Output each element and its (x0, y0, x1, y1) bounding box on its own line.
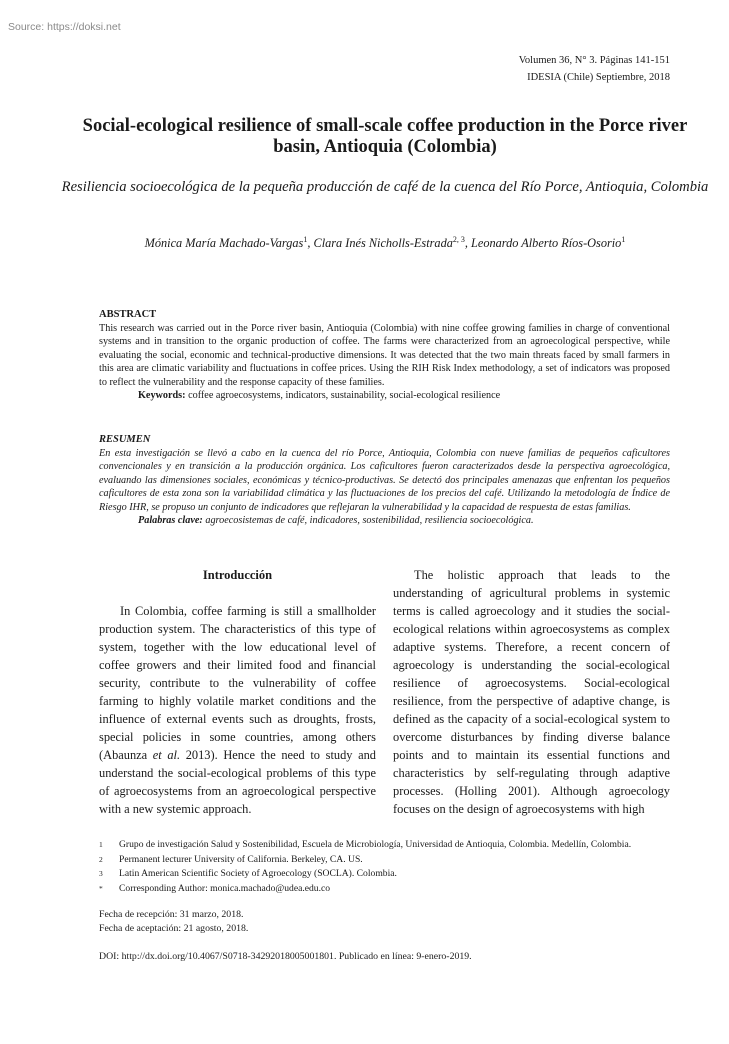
footnote-text: Grupo de investigación Salud y Sostenibilidad, Escuela de Microbiología, Universidad de Antioquia, Colombia. Medellín, Colombia. (119, 839, 632, 850)
author-name: Mónica María Machado-Vargas (144, 236, 304, 251)
footnote-text: Latin American Scientific Society of Agroecology (SOCLA). Colombia. (119, 868, 397, 879)
footnote-text: Permanent lecturer University of California. Berkeley, CA. US. (119, 853, 363, 865)
intro-paragraph-1 (99, 602, 376, 818)
footnote-mark: 2 (99, 854, 103, 864)
author-affiliation: 1 (621, 235, 626, 244)
intro-text: 2013). Hence the need to study and understand the social-ecological problems of this type of agroecosystems from an agroecological perspective with a new systemic approach. (99, 748, 376, 816)
author-separator: , (464, 236, 472, 251)
paper-subtitle: Resiliencia socioecológica de la pequeña producción de café de la cuenca del Río Porce, Antioquia, Colombia (61, 179, 709, 195)
author-name: Clara Inés Nicholls-Estrada (313, 236, 453, 251)
keywords-label: Keywords: (138, 390, 186, 401)
resumen-text: En esta investigación se llevó a cabo en la cuenca del río Porce, Antioquia, Colombia con nueve familias de pequeños caficultores convencionales y en transición a la producción orgánica. Los caficultores fueron caracterizados desde la perspectiva agroecológica, evaluando las dimensiones sociales, económicas y técnico-productivas. Se detectó dos principales amenazas que enfrentan los pequeños caficultores de esta zona son la variabilidad climática y las fluctuaciones de los precios del café. Utilizando la metodología de Índice de Riesgo IHR, se propuso un conjunto de indicadores que reflejaran la vulnerabilidad y la capacidad de respuesta de estas familias. (99, 447, 670, 513)
abstract-heading: ABSTRACT (99, 309, 157, 320)
abstract-section (99, 308, 670, 403)
date-accepted: Fecha de aceptación: 21 agosto, 2018. (99, 923, 249, 934)
author-affiliation: 2, 3 (452, 235, 465, 244)
palabras-clave-text: agroecosistemas de café, indicadores, sostenibilidad, resiliencia socioecológica. (205, 515, 534, 526)
column-left (99, 566, 376, 818)
abstract-keywords (99, 389, 670, 403)
author-list (60, 235, 710, 251)
date-received: Fecha de recepción: 31 marzo, 2018. (99, 909, 244, 920)
footnote-text: Corresponding Author: monica.machado@udea.edu.co (119, 882, 331, 894)
footnote-mark: 1 (99, 840, 103, 849)
resumen-section (99, 433, 670, 528)
resumen-keywords (99, 514, 670, 528)
footnotes (99, 838, 689, 896)
footnote (99, 882, 689, 897)
source-watermark: Source: https://doksi.net (8, 21, 121, 33)
abstract-text: This research was carried out in the Porce river basin, Antioquia (Colombia) with nine coffee growing families in charge of conventional systems and in transition to the organic production of coffee. The farms were characterized from an agroecological perspective, while evaluating the social, economic and technical-productive dimensions. It was detected that the two main threats faced by small farmers in this area are climatic variability and fluctuations in coffee prices. Using the RIH Risk Index methodology, a set of indicators was proposed to reflect the vulnerability and the response capacity of these families. (99, 322, 670, 388)
journal-volume: Volumen 36, N° 3. Páginas 141-151 (518, 55, 670, 66)
journal-issue: IDESIA (Chile) Septiembre, 2018 (527, 72, 670, 83)
resumen-heading: RESUMEN (99, 434, 151, 445)
column-right (393, 566, 670, 818)
doi-line: DOI: http://dx.doi.org/10.4067/S0718-34292018005001801. Publicado en línea: 9-enero-2019. (99, 951, 472, 962)
citation-et-al: et al. (152, 748, 181, 762)
author-separator: , (307, 236, 314, 251)
paper-title: Social-ecological resilience of small-scale coffee production in the Porce river basin, Antioquia (Colombia) (82, 116, 688, 157)
section-heading-introduccion: Introducción (202, 568, 273, 582)
footnote-mark: * (99, 883, 103, 893)
intro-paragraph-2: The holistic approach that leads to the understanding of agricultural problems in systemic terms is called agroecology and it studies the social-ecological relations within agroecosystems as complex adaptive systems. Therefore, a recent concern of agroecology is understanding the social-ecological resilience of agroecosystems. Social-ecological resilience, from the perspective of adaptive change, is defined as the capacity of a social-ecological system to overcome disturbances by finding diverse balance points and to maintain its essential functions and characteristics by self-regulating through adaptive processes. (Holling 2001). Although agroecology focuses on the design of agroecosystems with high (393, 568, 670, 816)
footnote (99, 838, 689, 853)
footnote (99, 867, 689, 882)
footnote-mark: 3 (99, 869, 103, 878)
keywords-text: coffee agroecosystems, indicators, sustainability, social-ecological resilience (188, 390, 501, 401)
footnote (99, 853, 689, 868)
author-affiliation: 1 (303, 235, 308, 244)
intro-text: In Colombia, coffee farming is still a smallholder production system. The characteristics of this type of system, together with the low educational level of coffee growers and their limited food and financial security, contribute to the vulnerability of coffee farming to highly volatile market conditions and the influence of external events such as droughts, frosts, special policies in some countries, among others (Abaunza (99, 604, 376, 762)
author-name: Leonardo Alberto Ríos-Osorio (471, 236, 622, 251)
palabras-clave-label: Palabras clave: (138, 515, 203, 526)
